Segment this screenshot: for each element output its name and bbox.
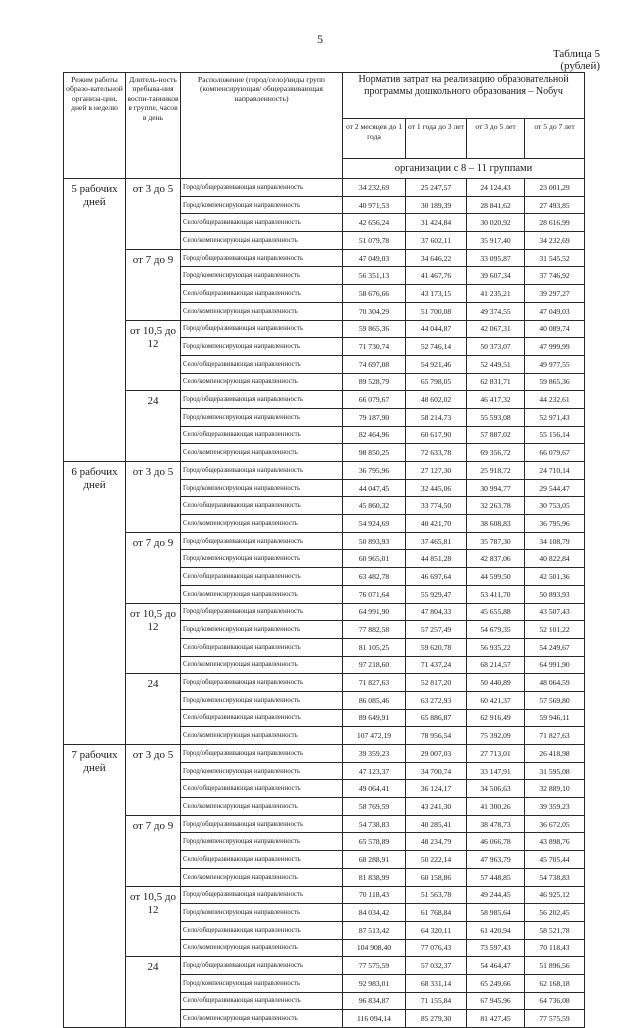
value-cell: 34 108,79 [525, 532, 585, 550]
value-cell: 71 155,84 [406, 992, 467, 1010]
table-row [64, 249, 585, 267]
value-cell: 58 676,66 [343, 285, 406, 303]
value-cell: 64 736,08 [525, 992, 585, 1010]
value-cell: 81 427,45 [467, 1010, 525, 1028]
value-cell: 63 482,78 [343, 568, 406, 586]
value-cell: 75 392,09 [467, 727, 525, 745]
value-cell: 40 089,74 [525, 320, 585, 338]
location-cell: Город/общеразвивающая направленность [181, 957, 343, 975]
value-cell: 70 118,43 [343, 886, 406, 904]
value-cell: 44 047,45 [343, 479, 406, 497]
value-cell: 28 841,62 [467, 196, 525, 214]
table-row [64, 815, 585, 833]
value-cell: 52 449,51 [467, 355, 525, 373]
value-cell: 64 991,90 [525, 656, 585, 674]
value-cell: 54 924,69 [343, 515, 406, 533]
value-cell: 84 034,42 [343, 904, 406, 922]
value-cell: 30 020,92 [467, 214, 525, 232]
value-cell: 44 599,50 [467, 568, 525, 586]
header-org-groups: организации с 8 – 11 группами [343, 159, 585, 179]
location-cell: Город/компенсирующая направленность [181, 550, 343, 568]
value-cell: 40 421,70 [406, 515, 467, 533]
header-norm: Норматив затрат на реализацию образовательной программы дошкольного образования – Nобуч [343, 73, 585, 119]
value-cell: 85 279,30 [406, 1010, 467, 1028]
table-row [64, 320, 585, 338]
location-cell: Село/компенсирующая направленность [181, 232, 343, 250]
value-cell: 27 713,01 [467, 745, 525, 763]
regime-cell: 6 рабочих дней [64, 462, 126, 745]
value-cell: 34 232,69 [343, 179, 406, 197]
value-cell: 65 798,05 [406, 373, 467, 391]
value-cell: 29 544,47 [525, 479, 585, 497]
value-cell: 30 753,05 [525, 497, 585, 515]
value-cell: 57 887,02 [467, 426, 525, 444]
value-cell: 78 956,54 [406, 727, 467, 745]
value-cell: 29 007,03 [406, 745, 467, 763]
value-cell: 31 595,08 [525, 762, 585, 780]
location-cell: Город/общеразвивающая направленность [181, 391, 343, 409]
value-cell: 51 563,78 [406, 886, 467, 904]
location-cell: Город/компенсирующая направленность [181, 833, 343, 851]
value-cell: 42 837,06 [467, 550, 525, 568]
value-cell: 47 123,37 [343, 762, 406, 780]
header-regime: Режим работы образо-вательной организа-ции, дней в неделю [64, 73, 126, 179]
value-cell: 31 545,52 [525, 249, 585, 267]
location-cell: Село/общеразвивающая направленность [181, 851, 343, 869]
location-cell: Город/общеразвивающая направленность [181, 320, 343, 338]
location-cell: Село/общеразвивающая направленность [181, 638, 343, 656]
value-cell: 79 187,90 [343, 408, 406, 426]
value-cell: 81 838,99 [343, 868, 406, 886]
duration-cell: 24 [126, 957, 181, 1028]
location-cell: Город/компенсирующая направленность [181, 904, 343, 922]
value-cell: 96 834,87 [343, 992, 406, 1010]
value-cell: 41 235,21 [467, 285, 525, 303]
value-cell: 46 066,78 [467, 833, 525, 851]
duration-cell: от 10,5 до 12 [126, 320, 181, 391]
value-cell: 50 440,89 [467, 674, 525, 692]
value-cell: 81 105,25 [343, 638, 406, 656]
location-cell: Село/компенсирующая направленность [181, 585, 343, 603]
value-cell: 97 218,60 [343, 656, 406, 674]
value-cell: 57 032,37 [406, 957, 467, 975]
value-cell: 43 507,43 [525, 603, 585, 621]
duration-cell: от 10,5 до 12 [126, 886, 181, 957]
duration-cell: от 7 до 9 [126, 532, 181, 603]
location-cell: Город/компенсирующая направленность [181, 408, 343, 426]
value-cell: 25 247,57 [406, 179, 467, 197]
value-cell: 66 079,67 [343, 391, 406, 409]
value-cell: 41 300,26 [467, 798, 525, 816]
value-cell: 38 478,73 [467, 815, 525, 833]
value-cell: 26 418,98 [525, 745, 585, 763]
value-cell: 59 620,78 [406, 638, 467, 656]
value-cell: 25 918,72 [467, 462, 525, 480]
value-cell: 49 977,55 [525, 355, 585, 373]
value-cell: 62 916,49 [467, 709, 525, 727]
value-cell: 24 710,14 [525, 462, 585, 480]
value-cell: 37 465,81 [406, 532, 467, 550]
value-cell: 60 158,86 [406, 868, 467, 886]
location-cell: Село/общеразвивающая направленность [181, 426, 343, 444]
location-cell: Село/компенсирующая направленность [181, 1010, 343, 1028]
location-cell: Город/компенсирующая направленность [181, 338, 343, 356]
value-cell: 54 679,35 [467, 621, 525, 639]
value-cell: 77 076,43 [406, 939, 467, 957]
value-cell: 50 222,14 [406, 851, 467, 869]
value-cell: 65 249,66 [467, 974, 525, 992]
value-cell: 47 049,03 [343, 249, 406, 267]
value-cell: 55 156,14 [525, 426, 585, 444]
value-cell: 48 602,02 [406, 391, 467, 409]
header-duration: Длитель-ность пребыва-ния воспи-танников в группе, часов в день [126, 73, 181, 179]
value-cell: 36 795,96 [343, 462, 406, 480]
value-cell: 40 285,41 [406, 815, 467, 833]
location-cell: Село/компенсирующая направленность [181, 939, 343, 957]
value-cell: 43 898,76 [525, 833, 585, 851]
table-row [64, 674, 585, 692]
table-row [64, 745, 585, 763]
table-row [64, 462, 585, 480]
value-cell: 57 569,80 [525, 691, 585, 709]
value-cell: 62 168,18 [525, 974, 585, 992]
value-cell: 39 359,23 [343, 745, 406, 763]
value-cell: 89 528,79 [343, 373, 406, 391]
value-cell: 46 697,64 [406, 568, 467, 586]
location-cell: Село/компенсирующая направленность [181, 444, 343, 462]
table-row [64, 391, 585, 409]
value-cell: 71 437,24 [406, 656, 467, 674]
location-cell: Село/общеразвивающая направленность [181, 921, 343, 939]
location-cell: Село/общеразвивающая направленность [181, 355, 343, 373]
duration-cell: от 3 до 5 [126, 179, 181, 250]
value-cell: 53 411,70 [467, 585, 525, 603]
table-caption [553, 48, 600, 72]
value-cell: 72 633,78 [406, 444, 467, 462]
location-cell: Город/общеразвивающая направленность [181, 815, 343, 833]
value-cell: 24 124,43 [467, 179, 525, 197]
value-cell: 73 597,43 [467, 939, 525, 957]
location-cell: Город/компенсирующая направленность [181, 974, 343, 992]
value-cell: 92 983,01 [343, 974, 406, 992]
value-cell: 54 738,83 [525, 868, 585, 886]
location-cell: Город/компенсирующая направленность [181, 691, 343, 709]
value-cell: 66 079,67 [525, 444, 585, 462]
value-cell: 33 774,50 [406, 497, 467, 515]
value-cell: 57 448,85 [467, 868, 525, 886]
location-cell: Город/общеразвивающая направленность [181, 249, 343, 267]
value-cell: 51 700,08 [406, 302, 467, 320]
value-cell: 41 467,76 [406, 267, 467, 285]
value-cell: 47 999,99 [525, 338, 585, 356]
value-cell: 60 617,90 [406, 426, 467, 444]
header-location: Расположение (город/село)/виды групп (компенсирующая/ общеразвивающая направленность) [181, 73, 343, 179]
value-cell: 45 860,32 [343, 497, 406, 515]
value-cell: 36 124,17 [406, 780, 467, 798]
location-cell: Село/компенсирующая направленность [181, 868, 343, 886]
value-cell: 58 214,73 [406, 408, 467, 426]
value-cell: 54 249,67 [525, 638, 585, 656]
location-cell: Село/компенсирующая направленность [181, 656, 343, 674]
value-cell: 60 421,37 [467, 691, 525, 709]
location-cell: Село/компенсирующая направленность [181, 373, 343, 391]
value-cell: 50 893,93 [343, 532, 406, 550]
value-cell: 64 320,11 [406, 921, 467, 939]
value-cell: 62 831,71 [467, 373, 525, 391]
value-cell: 30 189,39 [406, 196, 467, 214]
value-cell: 116 094,14 [343, 1010, 406, 1028]
table-row [64, 532, 585, 550]
value-cell: 46 417,32 [467, 391, 525, 409]
value-cell: 40 822,84 [525, 550, 585, 568]
value-cell: 31 424,84 [406, 214, 467, 232]
value-cell: 33 147,91 [467, 762, 525, 780]
value-cell: 104 908,40 [343, 939, 406, 957]
value-cell: 68 331,14 [406, 974, 467, 992]
value-cell: 30 994,77 [467, 479, 525, 497]
page-number: 5 [317, 32, 323, 46]
value-cell: 32 889,10 [525, 780, 585, 798]
location-cell: Город/компенсирующая направленность [181, 196, 343, 214]
table-body [64, 179, 585, 1028]
value-cell: 58 521,78 [525, 921, 585, 939]
value-cell: 63 272,93 [406, 691, 467, 709]
value-cell: 27 127,30 [406, 462, 467, 480]
location-cell: Город/общеразвивающая направленность [181, 674, 343, 692]
value-cell: 87 513,42 [343, 921, 406, 939]
location-cell: Город/компенсирующая направленность [181, 479, 343, 497]
value-cell: 67 945,96 [467, 992, 525, 1010]
value-cell: 68 288,91 [343, 851, 406, 869]
duration-cell: от 7 до 9 [126, 249, 181, 320]
value-cell: 54 738,83 [343, 815, 406, 833]
location-cell: Город/компенсирующая направленность [181, 267, 343, 285]
value-cell: 55 929,47 [406, 585, 467, 603]
value-cell: 56 935,22 [467, 638, 525, 656]
header-age-3: от 5 до 7 лет [525, 119, 585, 159]
value-cell: 48 234,79 [406, 833, 467, 851]
value-cell: 61 768,84 [406, 904, 467, 922]
value-cell: 68 214,57 [467, 656, 525, 674]
value-cell: 89 649,91 [343, 709, 406, 727]
value-cell: 44 851,28 [406, 550, 467, 568]
value-cell: 77 575,59 [343, 957, 406, 975]
value-cell: 56 351,13 [343, 267, 406, 285]
value-cell: 52 746,14 [406, 338, 467, 356]
duration-cell: от 10,5 до 12 [126, 603, 181, 674]
value-cell: 52 101,22 [525, 621, 585, 639]
location-cell: Село/общеразвивающая направленность [181, 568, 343, 586]
value-cell: 34 700,74 [406, 762, 467, 780]
location-cell: Село/компенсирующая направленность [181, 727, 343, 745]
value-cell: 107 472,19 [343, 727, 406, 745]
value-cell: 52 971,43 [525, 408, 585, 426]
value-cell: 59 946,11 [525, 709, 585, 727]
value-cell: 54 464,47 [467, 957, 525, 975]
location-cell: Город/общеразвивающая направленность [181, 532, 343, 550]
value-cell: 46 925,12 [525, 886, 585, 904]
header-age-2: от 3 до 5 лет [467, 119, 525, 159]
table-title: Таблица 5 [552, 48, 600, 60]
duration-cell: 24 [126, 674, 181, 745]
value-cell: 71 730,74 [343, 338, 406, 356]
value-cell: 70 118,43 [525, 939, 585, 957]
location-cell: Село/общеразвивающая направленность [181, 780, 343, 798]
value-cell: 51 896,56 [525, 957, 585, 975]
value-cell: 45 705,44 [525, 851, 585, 869]
value-cell: 44 232,61 [525, 391, 585, 409]
value-cell: 59 865,36 [343, 320, 406, 338]
location-cell: Город/компенсирующая направленность [181, 762, 343, 780]
value-cell: 42 067,31 [467, 320, 525, 338]
value-cell: 59 865,36 [525, 373, 585, 391]
value-cell: 58 985,64 [467, 904, 525, 922]
value-cell: 98 850,25 [343, 444, 406, 462]
value-cell: 47 049,03 [525, 302, 585, 320]
value-cell: 36 795,96 [525, 515, 585, 533]
value-cell: 39 297,27 [525, 285, 585, 303]
location-cell: Город/общеразвивающая направленность [181, 886, 343, 904]
header-age-0: от 2 месяцев до 1 года [343, 119, 406, 159]
value-cell: 71 827,63 [525, 727, 585, 745]
location-cell: Село/общеразвивающая направленность [181, 709, 343, 727]
location-cell: Город/общеразвивающая направленность [181, 179, 343, 197]
value-cell: 77 575,59 [525, 1010, 585, 1028]
value-cell: 42 501,36 [525, 568, 585, 586]
location-cell: Село/общеразвивающая направленность [181, 214, 343, 232]
table-unit: (рублей) [560, 60, 600, 72]
value-cell: 55 593,08 [467, 408, 525, 426]
value-cell: 69 356,72 [467, 444, 525, 462]
value-cell: 40 971,53 [343, 196, 406, 214]
value-cell: 51 079,78 [343, 232, 406, 250]
value-cell: 56 202,45 [525, 904, 585, 922]
value-cell: 47 804,33 [406, 603, 467, 621]
value-cell: 39 607,34 [467, 267, 525, 285]
value-cell: 45 655,88 [467, 603, 525, 621]
table-row [64, 957, 585, 975]
value-cell: 52 817,20 [406, 674, 467, 692]
value-cell: 48 064,59 [525, 674, 585, 692]
value-cell: 82 464,96 [343, 426, 406, 444]
value-cell: 32 445,06 [406, 479, 467, 497]
value-cell: 64 991,90 [343, 603, 406, 621]
value-cell: 86 085,46 [343, 691, 406, 709]
value-cell: 44 044,87 [406, 320, 467, 338]
regime-cell: 5 рабочих дней [64, 179, 126, 462]
value-cell: 50 893,93 [525, 585, 585, 603]
location-cell: Село/общеразвивающая направленность [181, 497, 343, 515]
location-cell: Село/общеразвивающая направленность [181, 992, 343, 1010]
value-cell: 37 746,92 [525, 267, 585, 285]
location-cell: Город/компенсирующая направленность [181, 621, 343, 639]
value-cell: 74 697,08 [343, 355, 406, 373]
location-cell: Село/компенсирующая направленность [181, 515, 343, 533]
location-cell: Село/компенсирующая направленность [181, 302, 343, 320]
value-cell: 58 769,59 [343, 798, 406, 816]
table-row [64, 603, 585, 621]
value-cell: 39 359,23 [525, 798, 585, 816]
header-age-1: от 1 года до 3 лет [406, 119, 467, 159]
value-cell: 76 071,64 [343, 585, 406, 603]
value-cell: 36 672,05 [525, 815, 585, 833]
value-cell: 43 173,15 [406, 285, 467, 303]
table-row [64, 886, 585, 904]
value-cell: 61 420,94 [467, 921, 525, 939]
value-cell: 60 965,01 [343, 550, 406, 568]
table-row [64, 179, 585, 197]
duration-cell: от 7 до 9 [126, 815, 181, 886]
location-cell: Город/общеразвивающая направленность [181, 745, 343, 763]
location-cell: Город/общеразвивающая направленность [181, 462, 343, 480]
value-cell: 65 578,89 [343, 833, 406, 851]
duration-cell: 24 [126, 391, 181, 462]
value-cell: 37 602,11 [406, 232, 467, 250]
location-cell: Город/общеразвивающая направленность [181, 603, 343, 621]
value-cell: 35 917,40 [467, 232, 525, 250]
location-cell: Село/компенсирующая направленность [181, 798, 343, 816]
value-cell: 57 257,49 [406, 621, 467, 639]
location-cell: Село/общеразвивающая направленность [181, 285, 343, 303]
regime-cell: 7 рабочих дней [64, 745, 126, 1028]
value-cell: 54 921,46 [406, 355, 467, 373]
value-cell: 43 241,30 [406, 798, 467, 816]
value-cell: 34 646,22 [406, 249, 467, 267]
value-cell: 71 827,63 [343, 674, 406, 692]
value-cell: 70 304,29 [343, 302, 406, 320]
cost-norm-table [63, 72, 585, 1028]
value-cell: 50 373,07 [467, 338, 525, 356]
value-cell: 23 001,29 [525, 179, 585, 197]
value-cell: 34 232,69 [525, 232, 585, 250]
value-cell: 28 616,99 [525, 214, 585, 232]
value-cell: 32 263,78 [467, 497, 525, 515]
value-cell: 33 095,87 [467, 249, 525, 267]
value-cell: 49 244,45 [467, 886, 525, 904]
value-cell: 27 493,85 [525, 196, 585, 214]
value-cell: 65 886,87 [406, 709, 467, 727]
value-cell: 35 787,30 [467, 532, 525, 550]
value-cell: 77 882,58 [343, 621, 406, 639]
duration-cell: от 3 до 5 [126, 745, 181, 816]
duration-cell: от 3 до 5 [126, 462, 181, 533]
value-cell: 49 064,41 [343, 780, 406, 798]
value-cell: 49 374,55 [467, 302, 525, 320]
value-cell: 38 608,83 [467, 515, 525, 533]
value-cell: 34 506,63 [467, 780, 525, 798]
value-cell: 42 656,24 [343, 214, 406, 232]
value-cell: 47 963,79 [467, 851, 525, 869]
